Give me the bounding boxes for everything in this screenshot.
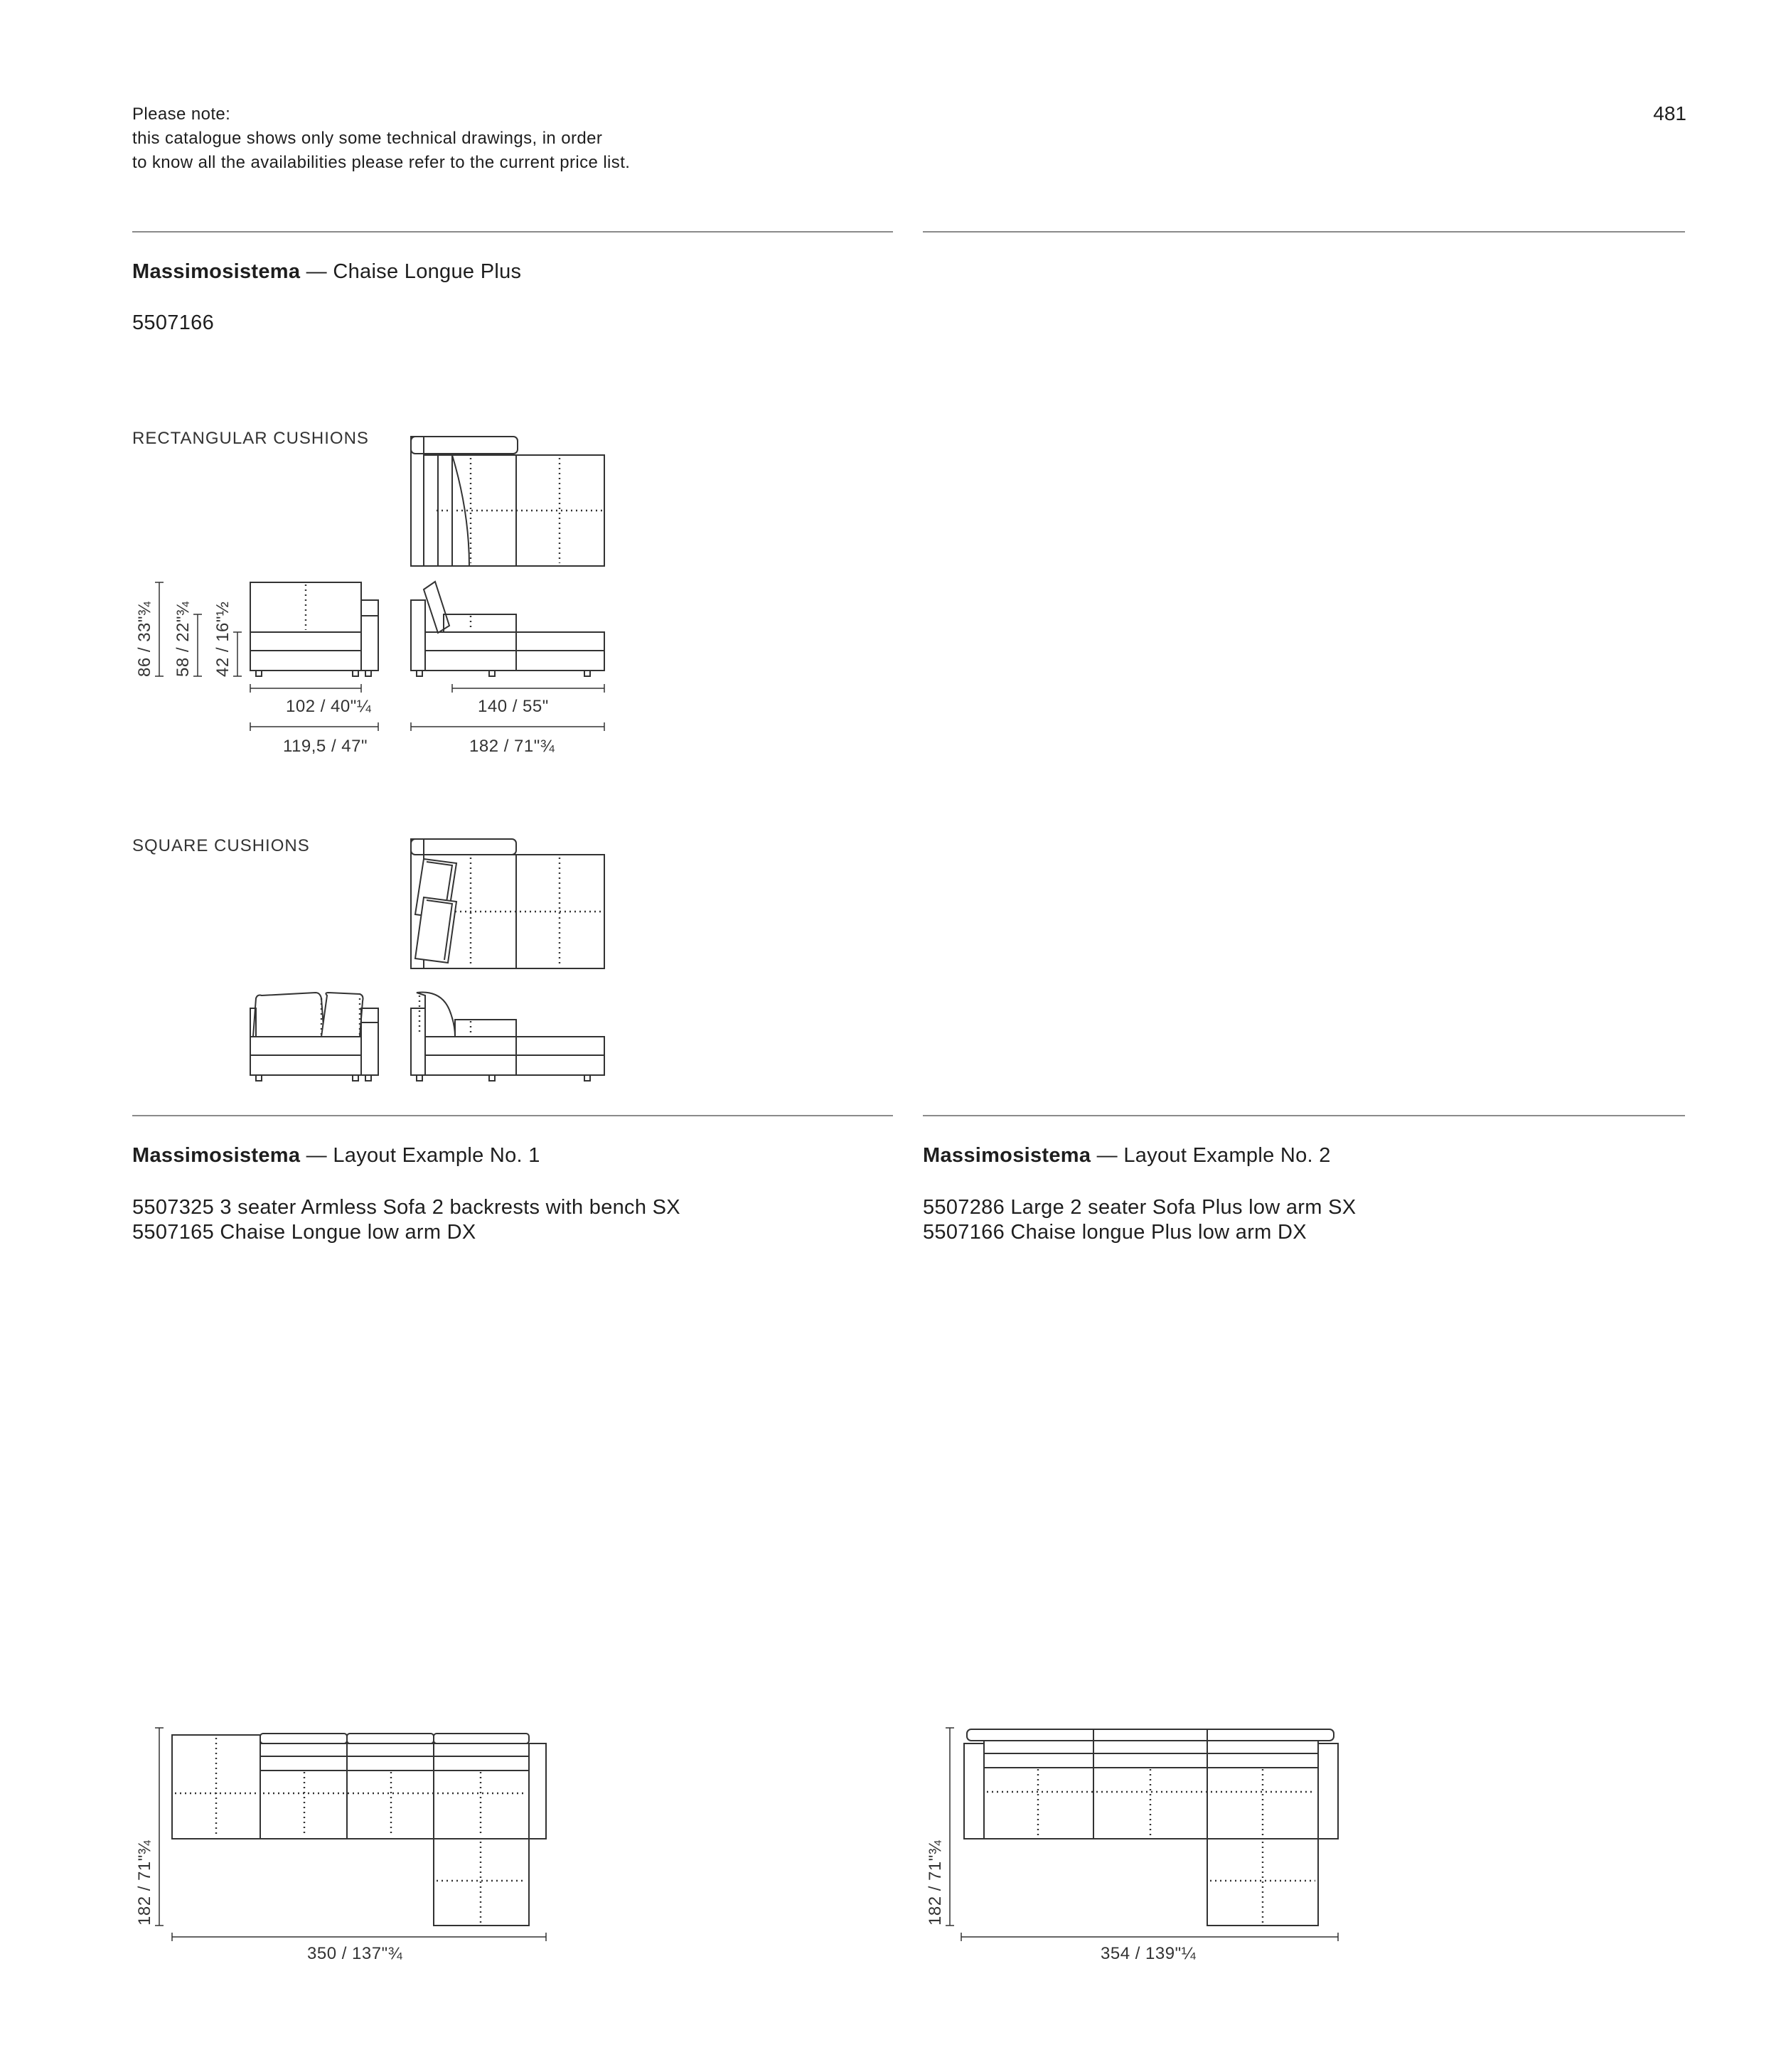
square-cushions-label: SQUARE CUSHIONS <box>132 836 310 855</box>
dim-height-mid: 58 / 22"¾ <box>173 601 193 677</box>
layout-2-width-dim: 354 / 139"¼ <box>1101 1944 1197 1963</box>
dim-length-inner: 140 / 55" <box>478 697 549 716</box>
layout-2-item-1: 5507286 Large 2 seater Sofa Plus low arm SX <box>923 1196 1357 1219</box>
layout-1-width-dim: 350 / 137"¾ <box>307 1944 403 1963</box>
layout-1-title: Layout Example No. 1 <box>333 1144 540 1167</box>
layout-2-title: Layout Example No. 2 <box>1123 1144 1331 1167</box>
rectangular-cushions-label: RECTANGULAR CUSHIONS <box>132 429 369 448</box>
product-code: 5507166 <box>132 311 214 334</box>
layout-2-depth-dim: 182 / 71"¾ <box>926 1839 945 1926</box>
note-line-2: this catalogue shows only some technical drawings, in order <box>132 129 603 148</box>
layout-1-item-2: 5507165 Chaise Longue low arm DX <box>132 1221 476 1244</box>
dim-height-seat: 42 / 16"½ <box>213 601 232 677</box>
layout-2-brand: Massimosistema <box>923 1144 1091 1167</box>
dim-length-outer: 182 / 71"¾ <box>469 737 555 756</box>
product-title: Chaise Longue Plus <box>333 260 522 283</box>
dim-height-total: 86 / 33"¾ <box>135 601 154 677</box>
heading-separator: — <box>300 260 333 283</box>
dim-width-inner: 102 / 40"¼ <box>286 697 372 716</box>
brand-name: Massimosistema <box>132 260 301 283</box>
layout-1-item-1: 5507325 3 seater Armless Sofa 2 backrests with bench SX <box>132 1196 680 1219</box>
dim-width-outer: 119,5 / 47" <box>283 737 368 756</box>
note-line-3: to know all the availabilities please refer to the current price list. <box>132 153 631 172</box>
layout-2-separator: — <box>1091 1144 1124 1167</box>
layout-1-separator: — <box>300 1144 333 1167</box>
note-line-1: Please note: <box>132 105 231 124</box>
layout-1-depth-dim: 182 / 71"¾ <box>135 1839 154 1926</box>
layout-2-item-2: 5507166 Chaise longue Plus low arm DX <box>923 1221 1307 1244</box>
page-number: 481 <box>1653 102 1686 124</box>
layout-1-brand: Massimosistema <box>132 1144 301 1167</box>
